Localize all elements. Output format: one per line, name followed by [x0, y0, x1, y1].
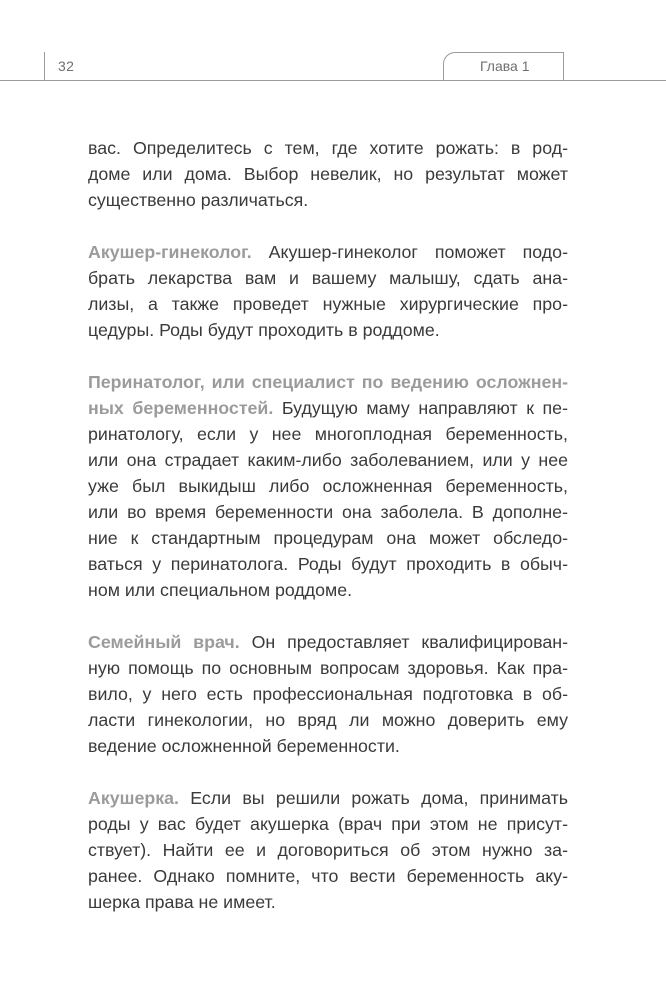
text-line: существенно различаться. [88, 190, 309, 210]
text-line [88, 785, 568, 811]
text-line: ласти гинекологии, но вряд ли можно доверить ему [88, 710, 568, 730]
term-heading: Акушер-гинеколог. [88, 242, 252, 262]
page-header [0, 0, 666, 100]
paragraph-midwife [88, 785, 568, 915]
text-run: Будущую маму направляют к пе- [273, 398, 568, 418]
text-line: ваться у перинатолога. Роды будут проходить в обыч- [88, 554, 568, 574]
term-heading: Акушерка. [88, 788, 179, 808]
page-body [88, 135, 568, 941]
page-number-divider [44, 52, 45, 80]
text-line [88, 239, 568, 265]
text-line: ствует). Найти ее и договориться об этом нужно за- [88, 840, 568, 860]
text-run: Если вы решили рожать дома, принимать [178, 788, 568, 808]
text-line: ном или специальном роддоме. [88, 580, 353, 600]
text-line: лизы, а также проведет нужные хирургические про- [88, 294, 568, 314]
text-line: ведение осложненной беременности. [88, 736, 400, 756]
header-rule [0, 80, 666, 81]
text-line: вило, у него есть профессиональная подготовка в об- [88, 684, 568, 704]
text-line: брать лекарства вам и вашему малышу, сдать ана- [88, 268, 568, 288]
text-line: или она страдает каким-либо заболеванием, или у нее [88, 450, 568, 470]
term-heading-continued: ных беременностей. [88, 398, 274, 418]
paragraph-intro [88, 135, 568, 213]
text-line: ную помощь по основным вопросам здоровья. Как пра- [88, 658, 568, 678]
text-line: шерка права не имеет. [88, 892, 276, 912]
text-line: вас. Определитесь с тем, где хотите рожать: в род- [88, 138, 568, 158]
text-line: ранее. Однако помните, что вести беременность аку- [88, 866, 568, 886]
term-heading: Семейный врач. [88, 632, 240, 652]
chapter-label: Глава 1 [480, 58, 530, 74]
text-line [88, 629, 568, 655]
text-line [88, 395, 568, 421]
text-line: ринатологу, если у нее многоплодная беременность, [88, 424, 568, 444]
text-line: или во время беременности она заболела. В дополне- [88, 502, 568, 522]
text-line: доме или дома. Выбор невелик, но результат может [88, 164, 568, 184]
text-run: Он предоставляет квалифицирован- [239, 632, 568, 652]
text-line: роды у вас будет акушерка (врач при этом не присут- [88, 814, 568, 834]
term-heading: Перинатолог, или специалист по ведению осложнен- [88, 372, 568, 392]
text-line: уже был выкидыш либо осложненная беременность, [88, 476, 568, 496]
text-line: цедуры. Роды будут проходить в роддоме. [88, 320, 440, 340]
paragraph-perinatologist [88, 369, 568, 603]
paragraph-family-doctor [88, 629, 568, 759]
text-line: ние к стандартным процедурам она может обследо- [88, 528, 568, 548]
page-number: 32 [58, 58, 75, 74]
text-run: Акушер-гинеколог поможет подо- [251, 242, 568, 262]
paragraph-obstetrician [88, 239, 568, 343]
